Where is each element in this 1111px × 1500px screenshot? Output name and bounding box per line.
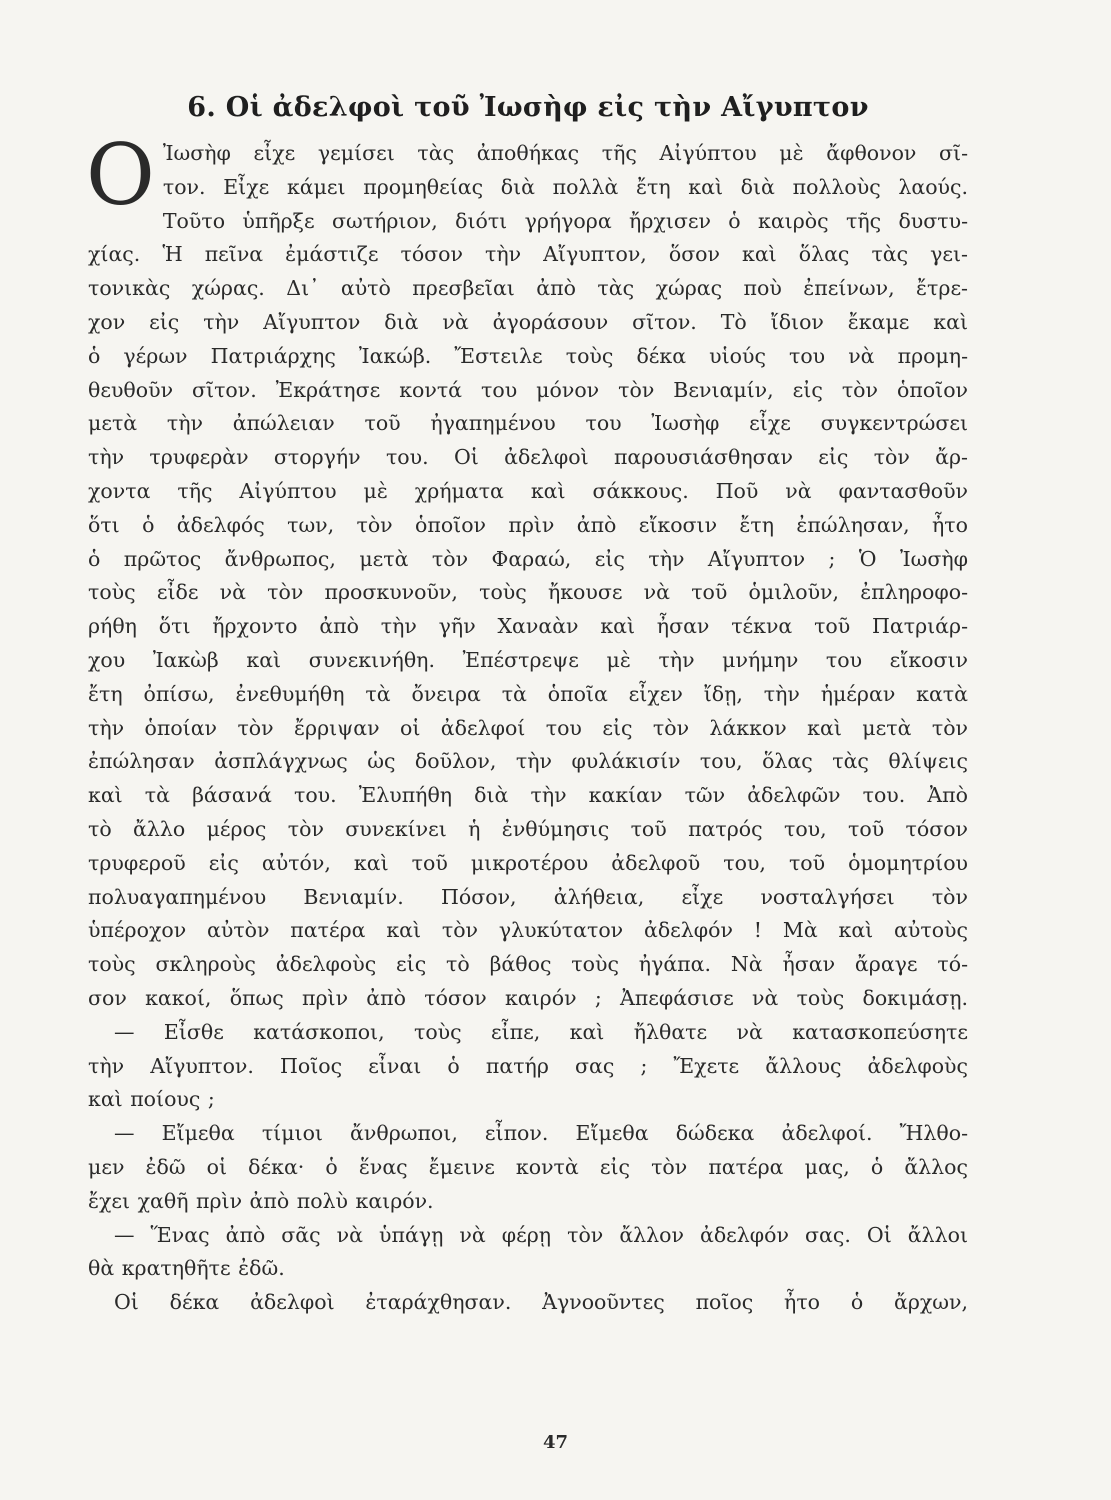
body-text [86, 126, 968, 1320]
dialogue-line: — Εἴμεθα τίμιοι ἄνθρωποι, εἶπον. Εἴμεθα δώδεκα ἀδελφοί. Ἤλθο- [114, 1121, 968, 1146]
text-line: τὴν ὁποίαν τὸν ἔρριψαν οἱ ἀδελφοί του εἰς τὸν λάκκον καὶ μετὰ τὸν [88, 715, 968, 740]
dialogue-line: — Ἕνας ἀπὸ σᾶς νὰ ὑπάγῃ νὰ φέρῃ τὸν ἄλλον ἀδελφόν σας. Οἱ ἄλλοι [114, 1222, 968, 1247]
text-line: τὸ ἄλλο μέρος τὸν συνεκίνει ἡ ἐνθύμησις τοῦ πατρός του, τοῦ τόσον [88, 816, 968, 841]
text-line: ὁ γέρων Πατριάρχης Ἰακώβ. Ἔστειλε τοὺς δέκα υἱούς του νὰ προμη- [88, 343, 968, 368]
text-line: θὰ κρατηθῆτε ἐδῶ. [88, 1256, 285, 1281]
drop-cap: Ο [86, 126, 155, 224]
text-line: ὅτι ὁ ἀδελφός των, τὸν ὁποῖον πρὶν ἀπὸ εἴκοσιν ἔτη ἐπώλησαν, ἦτο [88, 512, 968, 537]
text-line: τρυφεροῦ εἰς αὐτόν, καὶ τοῦ μικροτέρου ἀδελφοῦ του, τοῦ ὁμομητρίου [88, 850, 968, 875]
text-line: μετὰ τὴν ἀπώλειαν τοῦ ἠγαπημένου του Ἰωσὴφ εἶχε συγκεντρώσει [88, 411, 968, 436]
text-line: Ἰωσὴφ εἶχε γεμίσει τὰς ἀποθήκας τῆς Αἰγύπτου μὲ ἄφθονον σῖ- [162, 141, 968, 165]
text-line: τοὺς σκληροὺς ἀδελφοὺς εἰς τὸ βάθος τοὺς ἠγάπα. Νὰ ἦσαν ἄραγε τό- [88, 952, 968, 977]
text-line: ρήθη ὅτι ἤρχοντο ἀπὸ τὴν γῆν Χαναὰν καὶ ἦσαν τέκνα τοῦ Πατριάρ- [88, 614, 968, 639]
text-line: πολυαγαπημένου Βενιαμίν. Πόσον, ἀλήθεια, εἶχε νοσταλγήσει τὸν [88, 884, 968, 909]
text-line: τονικὰς χώρας. Δι᾽ αὐτὸ πρεσβεῖαι ἀπὸ τὰς χώρας ποὺ ἐπείνων, ἔτρε- [88, 276, 968, 301]
text-line: ὁ πρῶτος ἄνθρωπος, μετὰ τὸν Φαραώ, εἰς τὴν Αἴγυπτον ; Ὁ Ἰωσὴφ [88, 546, 968, 571]
text-line: χοντα τῆς Αἰγύπτου μὲ χρήματα καὶ σάκκους. Ποῦ νὰ φαντασθοῦν [88, 478, 968, 503]
chapter-title: 6. Οἱ ἀδελφοὶ τοῦ Ἰωσὴφ εἰς τὴν Αἴγυπτον [187, 92, 869, 123]
text-line: χίας. Ἡ πεῖνα ἐμάστιζε τόσον τὴν Αἴγυπτον, ὅσον καὶ ὅλας τὰς γει- [88, 242, 968, 267]
text-line: μεν ἐδῶ οἱ δέκα· ὁ ἕνας ἔμεινε κοντὰ εἰς τὸν πατέρα μας, ὁ ἄλλος [88, 1154, 968, 1179]
text-line: χον εἰς τὴν Αἴγυπτον διὰ νὰ ἀγοράσουν σῖτον. Τὸ ἴδιον ἔκαμε καὶ [88, 309, 968, 334]
text-line: χου Ἰακὼβ καὶ συνεκινήθη. Ἐπέστρεψε μὲ τὴν μνήμην του εἴκοσιν [88, 647, 968, 672]
text-line: Οἱ δέκα ἀδελφοὶ ἐταράχθησαν. Ἀγνοοῦντες ποῖος ἦτο ὁ ἄρχων, [114, 1290, 968, 1315]
text-line: τοὺς εἶδε νὰ τὸν προσκυνοῦν, τοὺς ἤκουσε νὰ τοῦ ὁμιλοῦν, ἐπληροφο- [88, 580, 968, 605]
text-line: τον. Εἶχε κάμει προμηθείας διὰ πολλὰ ἔτη καὶ διὰ πολλοὺς λαούς. [162, 174, 968, 199]
text-line: ἐπώλησαν ἀσπλάγχνως ὡς δοῦλον, τὴν φυλάκισίν του, ὅλας τὰς θλίψεις [88, 749, 968, 774]
text-line: καὶ ποίους ; [88, 1087, 215, 1112]
text-line: τὴν Αἴγυπτον. Ποῖος εἶναι ὁ πατήρ σας ; Ἔχετε ἄλλους ἀδελφοὺς [88, 1053, 968, 1078]
text-line: Τοῦτο ὑπῆρξε σωτήριον, διότι γρήγορα ἤρχισεν ὁ καιρὸς τῆς δυστυ- [162, 208, 968, 233]
text-line: σον κακοί, ὅπως πρὶν ἀπὸ τόσον καιρόν ; Ἀπεφάσισε νὰ τοὺς δοκιμάσῃ. [88, 985, 968, 1010]
page-content [88, 92, 968, 1320]
text-line: ὑπέροχον αὐτὸν πατέρα καὶ τὸν γλυκύτατον ἀδελφόν ! Μὰ καὶ αὐτοὺς [88, 918, 968, 943]
text-line: ἔτη ὀπίσω, ἐνεθυμήθη τὰ ὄνειρα τὰ ὁποῖα εἶχεν ἴδῃ, τὴν ἡμέραν κατὰ [88, 681, 968, 706]
text-line: ἔχει χαθῆ πρὶν ἀπὸ πολὺ καιρόν. [88, 1188, 434, 1213]
page-number: 47 [542, 1432, 569, 1453]
dialogue-line: — Εἶσθε κατάσκοποι, τοὺς εἶπε, καὶ ἤλθατε νὰ κατασκοπεύσητε [114, 1019, 968, 1044]
text-line: τὴν τρυφερὰν στοργήν του. Οἱ ἀδελφοὶ παρουσιάσθησαν εἰς τὸν ἄρ- [88, 445, 968, 470]
text-line: καὶ τὰ βάσανά του. Ἐλυπήθη διὰ τὴν κακίαν τῶν ἀδελφῶν του. Ἀπὸ [88, 783, 968, 808]
text-line: θευθοῦν σῖτον. Ἐκράτησε κοντά του μόνον τὸν Βενιαμίν, εἰς τὸν ὁποῖον [88, 377, 968, 402]
